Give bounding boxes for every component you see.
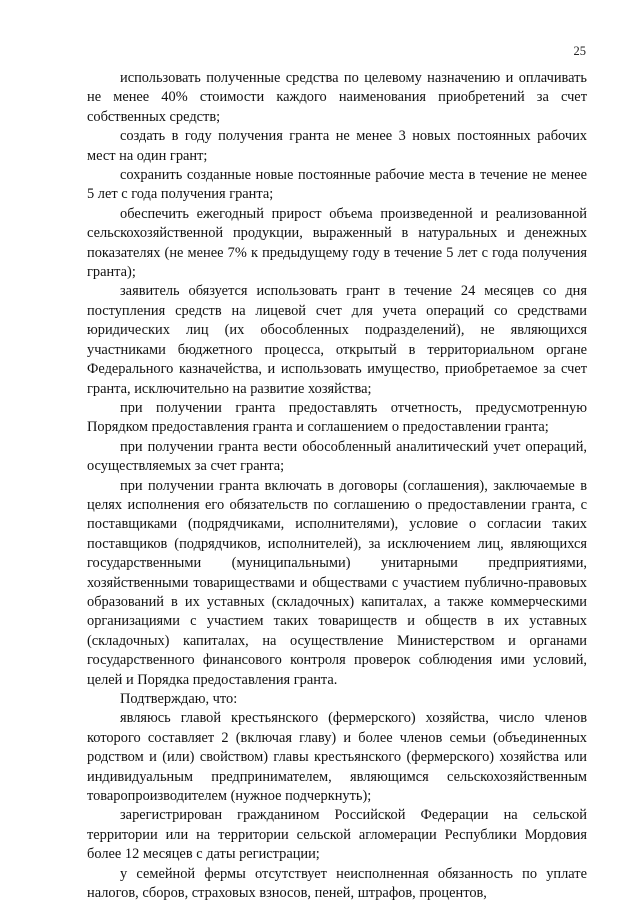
paragraph: заявитель обязуется использовать грант в течение 24 месяцев со дня поступления средств на лицевой счет для учета операций со средствами юридических лиц (их обособленных подразделений), не являющихся участниками бюджетного процесса, открытый в территориальном органе Федерального казначейства, и использовать имущество, приобретаемое за счет гранта, исключительно на развитие хозяйства; [87,283,587,397]
paragraph: при получении гранта предоставлять отчетность, предусмотренную Порядком предоставления гранта и соглашением о предоставлении гранта; [87,399,587,436]
page-number: 25 [573,44,586,58]
paragraph: обеспечить ежегодный прирост объема произведенной и реализованной сельскохозяйственной продукции, выраженный в натуральных и денежных показателях (не менее 7% к предыдущему году в течение 5 лет с года получения гранта); [87,205,587,281]
paragraph: сохранить созданные новые постоянные рабочие места в течение не менее 5 лет с года получения гранта; [87,167,587,203]
paragraph: Подтверждаю, что: [120,691,238,707]
paragraph: использовать полученные средства по целевому назначению и оплачивать не менее 40% стоимости каждого наименования приобретений за счет собственных средств; [87,70,587,125]
paragraph: зарегистрирован гражданином Российской Федерации на сельской территории или на территории сельской агломерации Республики Мордовия более 12 месяцев с даты регистрации; [87,807,587,863]
document-body [87,69,587,903]
paragraph: являюсь главой крестьянского (фермерского) хозяйства, число членов которого составляет 2 (включая главу) и более членов семьи (объединенных родством и (или) свойством) главы крестьянского (фермерского) хозяйства или индивидуальным предпринимателем, являющимся сельскохозяйственным товаропроизводителем (нужное подчеркнуть); [87,710,587,805]
paragraph: у семейной фермы отсутствует неисполненная обязанность по уплате налогов, сборов, страховых взносов, пеней, штрафов, процентов, [87,865,587,902]
paragraph: при получении гранта вести обособленный аналитический учет операций, осуществляемых за счет гранта; [87,438,587,475]
paragraph: при получении гранта включать в договоры (соглашения), заключаемые в целях исполнения его обязательств по соглашению о предоставлении гранта, с поставщиками (подрядчиками, исполнителями), условие о согласии таких поставщиков (подрядчиков, исполнителей), за исключением лиц, являющихся государственными (муниципальными) унитарными предприятиями, хозяйственными товариществами и обществами с участием публично-правовых образований в их уставных (складочных) капиталах, а также коммерческими организациями с участием таких товариществ и обществ в их уставных (складочных) капиталах, на осуществление Министерством и органами государственного финансового контроля проверок соблюдения ими условий, целей и Порядка предоставления гранта. [87,477,587,688]
paragraph: создать в году получения гранта не менее 3 новых постоянных рабочих мест на один грант; [87,128,587,164]
